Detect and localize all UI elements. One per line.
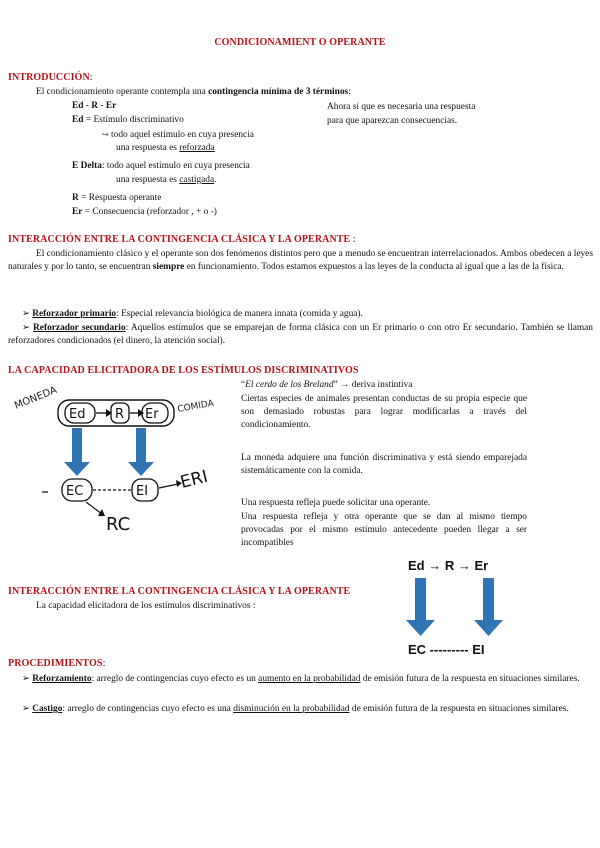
bullet-arrow-icon: ➢ [22,674,30,684]
procedimientos-heading-text: PROCEDIMIENTOS [8,658,103,669]
intro-side-note-1: Ahora sí que es necesaria una respuesta [327,102,476,112]
sketch-ed-label: Ed [69,407,86,422]
sketch-ec-label: EC [66,484,84,499]
intro-heading [8,72,93,83]
interaccion2-heading: INTERACCIÓN ENTRE LA CONTINGENCIA CLÁSICA Y LA OPERANTE [8,586,351,597]
intro-line1-colon: : [348,87,351,97]
sketch-er-label: Er [145,407,159,422]
intro-r-line [72,192,161,205]
capacidad-p4: Una respuesta refleja y otra operante que se dan al mismo tiempo provocadas por el mismo estímulo antecedente pueden llegar a ser incompatibles [241,512,527,548]
intro-ed-def: = Estímulo discriminativo [83,115,184,125]
intro-formula: Ed - R - Er [72,101,117,111]
reforzador-primario-text: : Especial relevancia biológica de manera innata (comida y agua). [116,309,363,319]
intro-line1-bold: contingencia mínima de 3 términos [208,87,349,97]
capacidad-quote-open: “ [241,380,246,390]
bullet-arrow-icon: ➢ [22,323,30,333]
procedimientos-heading-colon: : [102,658,106,669]
bullet-arrow-icon: ➢ [22,704,30,714]
intro-heading-text: INTRODUCCIÓN [8,72,90,83]
intro-er-def: = Consecuencia (reforzador , + o -) [82,207,217,217]
intro-edelta-def: : todo aquel estímulo en cuya presencia [101,161,250,171]
capacidad-heading: LA CAPACIDAD ELICITADORA DE LOS ESTÍMULOS DISCRIMINATIVOS [8,365,359,376]
intro-er-line [72,206,217,219]
intro-edelta-sub-text: una respuesta es [116,175,180,185]
reforzador-primario-label: Reforzador primario [32,309,117,319]
hook-arrow-icon: ↪ [102,130,109,139]
intro-edelta-sub [116,174,217,187]
diagram-blue-arrowhead-left [406,620,435,636]
sketch-r-label: R [115,407,125,422]
interaccion1-heading [8,234,356,245]
interaccion2-text: La capacidad elicitadora de los estímulos discriminativos : [36,601,256,611]
castigo-text1: : arreglo de contingencias cuyo efecto es una [62,704,234,714]
intro-ed-line [72,114,184,127]
intro-line1-text: El condicionamiento operante contempla una [36,87,209,97]
intro-er-label: Er [72,207,83,217]
diagram-blue-arrowhead-right [474,620,503,636]
capacidad-p2: La moneda adquiere una función discriminativa y está siendo emparejada sistemáticamente con la comida. [241,453,527,476]
reforzador-secundario-text: : Aquellos estímulos que se emparejan de forma clásica con un Er primario o con otro Er secundario. También se llaman reforzadores condicionados (el dinero, la atención social). [8,323,593,346]
intro-r-def: = Respuesta operante [78,193,162,203]
procedimientos-heading [8,658,105,669]
capacidad-reference-italic: El cerdo de los Breland [245,380,334,390]
reforzamiento-underlined: aumento en la probabilidad [258,674,361,684]
intro-heading-colon: : [89,72,93,83]
capacidad-reference [241,379,412,392]
reforzamiento-label: Reforzamiento [32,674,92,684]
intro-edelta-sub-underlined: castigada [179,175,215,185]
sketch-arrowhead [138,409,144,417]
sketch-ei-label: EI [136,484,149,499]
intro-ed-sub2-underlined: reforzada [179,143,215,153]
sketch-blue-arrow-right [136,428,146,464]
procedimiento-reforzamiento [8,673,593,686]
sketch-arrow-line [86,502,102,514]
handdrawn-sketch [10,378,235,538]
interaccion1-heading-colon: : [350,234,356,245]
sketch-arrow-line [159,484,178,488]
intro-line1 [36,86,351,99]
sketch-blue-arrow-left [72,428,82,464]
capacidad-reference-suffix: ” → deriva instintiva [333,380,413,390]
sketch-rc: RC [106,514,131,535]
diagram-top-label: Ed → R → Er [408,558,489,573]
interaccion1-para-text2: en funcionamiento. Todos estamos expuestos a las leyes de la conducta al igual que a las de la física. [184,262,564,272]
intro-ed-sub2 [116,142,215,155]
procedimiento-castigo [8,703,593,716]
intro-r-label: R [72,193,79,203]
castigo-label: Castigo [32,704,63,714]
sketch-comida: COMIDA [176,398,215,415]
intro-side-note-2: para que aparezcan consecuencias. [327,116,458,126]
interaccion1-para-text1: El condicionamiento clásico y el operante son dos fenómenos distintos pero que a menudo se encuentran interrelacionados. Ambos obedecen a leyes naturales y por lo tanto, se encuentran [8,249,593,272]
intro-edelta-label: E Delta [72,161,102,171]
castigo-underlined: disminución en la probabilidad [233,704,350,714]
page-title: CONDICIONAMIENT O OPERANTE [214,37,386,48]
sketch-blue-arrowhead-right [128,462,154,476]
bullet-reforzador-primario [22,308,592,321]
intro-edelta-sub-dot: . [214,175,217,185]
diagram-arrows [398,576,508,638]
intro-ed-sub1 [102,128,254,142]
reforzamiento-text1: : arreglo de contingencias cuyo efecto es un [91,674,259,684]
intro-ed-label: Ed [72,115,84,125]
reforzamiento-text2: de emisión futura de la respuesta en situaciones similares. [360,674,580,684]
bullet-arrow-icon: ➢ [22,309,30,319]
capacidad-p1: Ciertas especies de animales presentan conductas de su propia especie que son demasiado robustas para lograr modificarlas a través del condicionamiento. [241,394,527,430]
intro-edelta-line [72,160,250,173]
interaccion1-para-bold: siempre [152,262,185,272]
sketch-eri: ERI [178,466,210,493]
interaccion1-heading-text: INTERACCIÓN ENTRE LA CONTINGENCIA CLÁSICA Y LA OPERANTE [8,234,351,245]
reforzador-secundario-label: Reforzador secundario [33,323,126,333]
castigo-text2: de emisión futura de la respuesta en situaciones similares. [349,704,569,714]
intro-ed-sub2-text: una respuesta es [116,143,180,153]
diagram-bottom-label: EC --------- EI [408,642,485,657]
diagram-blue-arrow-left [415,578,426,622]
interaccion1-paragraph [8,248,593,274]
diagram-blue-arrow-right [483,578,494,622]
sketch-moneda: MONEDA [13,384,59,412]
bullet-reforzador-secundario [8,322,593,348]
intro-ed-sub1-text: todo aquel estímulo en cuya presencia [111,130,254,140]
capacidad-p3: Una respuesta refleja puede solicitar una operante. [241,498,431,508]
sketch-blue-arrowhead-left [64,462,90,476]
